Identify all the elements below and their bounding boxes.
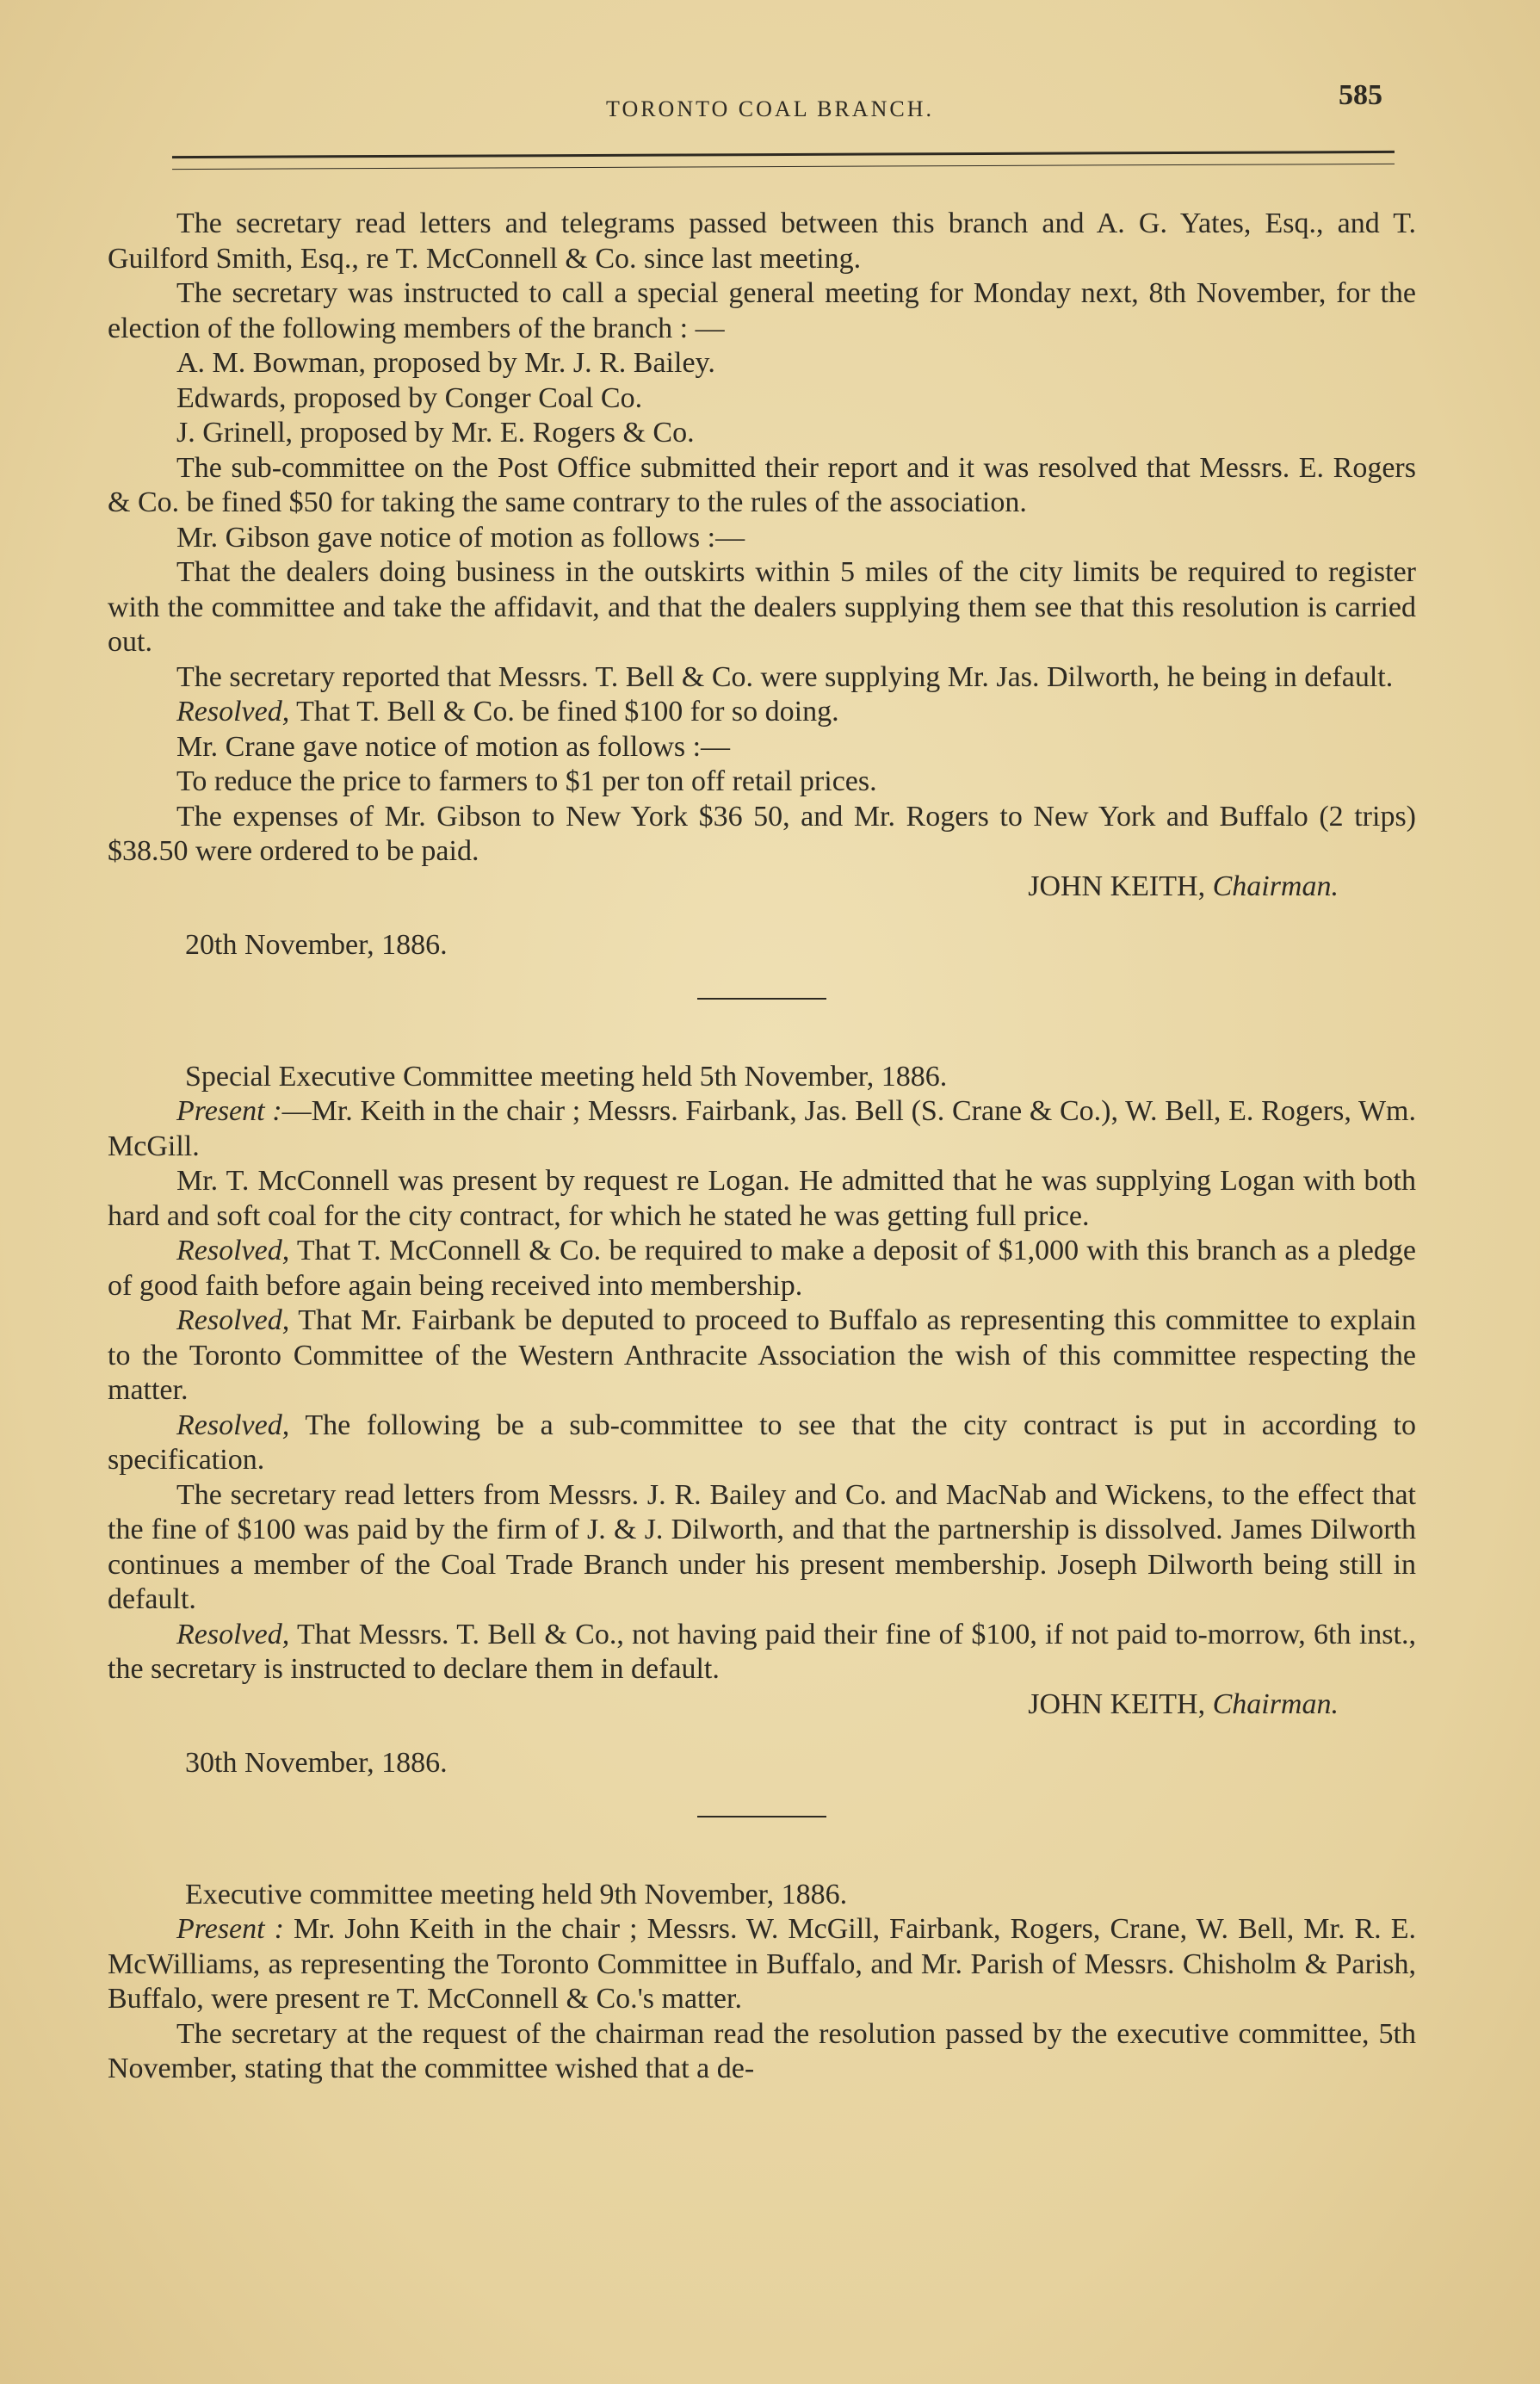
member-entry: A. M. Bowman, proposed by Mr. J. R. Bailey. (176, 347, 715, 379)
paragraph: That the dealers doing business in the outskirts within 5 miles of the city limits be required to register with the committee and take the affidavit, and that the dealers supplying them see that this resolution is carried out. (108, 556, 1416, 658)
resolution-text: The following be a sub-committee to see that the city contract is put in according to specification. (108, 1409, 1416, 1476)
date-line: 20th November, 1886. (185, 929, 448, 961)
paragraph: The expenses of Mr. Gibson to New York $36 50, and Mr. Rogers to New York and Buffalo (2 trips) $38.50 were ordered to be paid. (108, 800, 1416, 867)
resolution-text: That T. McConnell & Co. be required to make a deposit of $1,000 with this branch as a pledge of good faith before again being received into membership. (108, 1235, 1416, 1302)
paragraph: To reduce the price to farmers to $1 per ton off retail prices. (176, 765, 877, 797)
resolution-text: That Mr. Fairbank be deputed to proceed to Buffalo as representing this committee to explain to the Toronto Committee of the Western Anthracite Association the wish of this committee respecting the matter. (108, 1304, 1416, 1406)
paragraph: The secretary read letters from Messrs. J. R. Bailey and Co. and MacNab and Wickens, to the effect that the fine of $100 was paid by the firm of J. & J. Dilworth, and that the partnership is dissolved. James Dilworth continues a member of the Coal Trade Branch under his present membership. Joseph Dilworth being still in default. (108, 1478, 1416, 1615)
signature-name: JOHN KEITH, (1028, 870, 1206, 902)
paragraph: The secretary at the request of the chairman read the resolution passed by the executive committee, 5th November, stating that the committee wished that a de- (108, 2017, 1416, 2084)
paragraph: The secretary reported that Messrs. T. Bell & Co. were supplying Mr. Jas. Dilworth, he being in default. (176, 660, 1394, 693)
member-entry: J. Grinell, proposed by Mr. E. Rogers & Co. (176, 417, 695, 449)
paragraph: The secretary read letters and telegrams passed between this branch and A. G. Yates, Esq., and T. Guilford Smith, Esq., re T. McConnell & Co. since last meeting. (108, 207, 1416, 275)
document-body (108, 207, 1416, 2087)
resolved-label: Resolved, (176, 696, 290, 728)
running-head: TORONTO COAL BRANCH. (606, 96, 934, 121)
present-label: Present : (176, 1913, 284, 1945)
section-divider (697, 998, 826, 1000)
resolved-label: Resolved, (176, 1409, 290, 1441)
resolution-text: That Messrs. T. Bell & Co., not having paid their fine of $100, if not paid to-morrow, 6th inst., the secretary is instructed to declare them in default. (108, 1618, 1416, 1685)
signature-title: Chairman. (1212, 870, 1339, 902)
member-entry: Edwards, proposed by Conger Coal Co. (176, 381, 643, 414)
signature-name: JOHN KEITH, (1028, 1687, 1206, 1720)
page-number: 585 (1339, 79, 1382, 111)
resolution (108, 1409, 1416, 1478)
paragraph: The sub-committee on the Post Office submitted their report and it was resolved that Messrs. E. Rogers & Co. be fined $50 for taking the same contrary to the rules of the association. (108, 451, 1416, 518)
resolution (108, 1618, 1416, 1687)
present-line (108, 1912, 1416, 2017)
present-line (108, 1094, 1416, 1164)
resolution (108, 1303, 1416, 1409)
resolved-label: Resolved, (176, 1235, 290, 1266)
date-line: 30th November, 1886. (185, 1747, 448, 1779)
section-divider (697, 1816, 826, 1817)
paragraph: Mr. Crane gave notice of motion as follows :— (176, 730, 731, 763)
paragraph: Mr. T. McConnell was present by request re Logan. He admitted that he was supplying Logan with both hard and soft coal for the city contract, for which he stated he was getting full price. (108, 1165, 1416, 1232)
paragraph: Executive committee meeting held 9th November, 1886. (185, 1878, 848, 1910)
present-label: Present : (176, 1095, 282, 1127)
resolution (108, 1234, 1416, 1303)
signature-title: Chairman. (1212, 1687, 1339, 1720)
header-rule (172, 151, 1395, 170)
paragraph: Mr. Gibson gave notice of motion as follows :— (176, 521, 745, 554)
resolved-label: Resolved, (176, 1618, 290, 1650)
signature (108, 1687, 1416, 1723)
signature (108, 870, 1416, 905)
present-text: Mr. John Keith in the chair ; Messrs. W. McGill, Fairbank, Rogers, Crane, W. Bell, Mr. R. E. McWilliams, as representing the Toronto Committee in Buffalo, and Mr. Parish of Messrs. Chisholm & Parish, Buffalo, were present re T. McConnell & Co.'s matter. (108, 1913, 1416, 2015)
resolution-text: That T. Bell & Co. be fined $100 for so doing. (296, 696, 839, 728)
resolution (108, 695, 1416, 730)
present-text: —Mr. Keith in the chair ; Messrs. Fairbank, Jas. Bell (S. Crane & Co.), W. Bell, E. Rogers, Wm. McGill. (108, 1095, 1417, 1162)
paragraph: Special Executive Committee meeting held 5th November, 1886. (185, 1060, 948, 1093)
paragraph: The secretary was instructed to call a special general meeting for Monday next, 8th November, for the election of the following members of the branch : — (108, 277, 1416, 344)
resolved-label: Resolved, (176, 1304, 290, 1336)
